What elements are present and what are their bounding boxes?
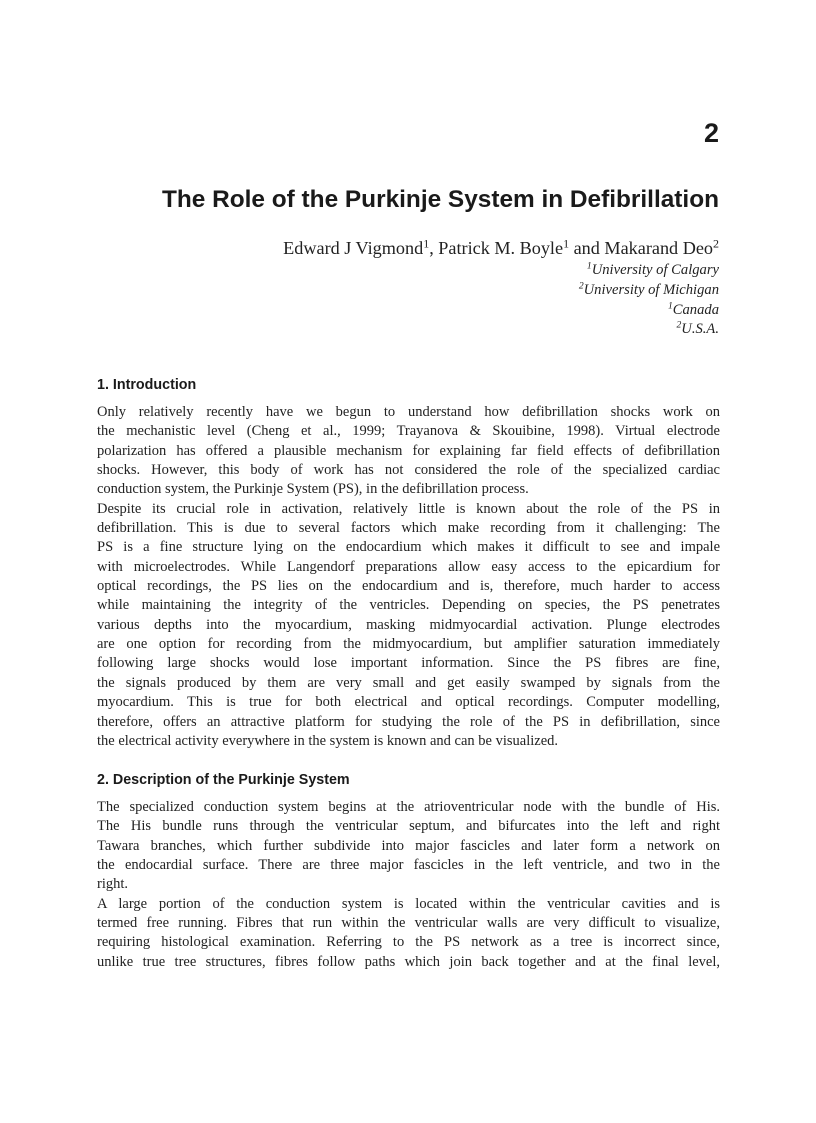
affiliation [676,321,719,338]
text-line: the electrical activity everywhere in the system is known and can be visualized. [97,732,559,749]
affiliation-marker: 1 [667,300,673,312]
author-name: Edward J Vigmond [283,238,424,258]
affiliation-marker: 2 [578,280,584,292]
author-name: Makarand Deo [604,238,713,258]
author-line [283,238,719,259]
text-line: with microelectrodes. While Langendorf preparations allow easy access to the epicardium for [97,558,720,575]
text-line: The specialized conduction system begins at the atrioventricular node with the bundle of His. [97,799,720,815]
text-line: termed free running. Fibres that run within the ventricular walls are very difficult to visualize, [97,915,720,932]
affiliation [579,282,719,299]
affiliation-marker: 2 [676,319,682,331]
affiliation [668,302,719,319]
affiliation-marker: 1 [586,260,592,272]
text-line: polarization has offered a plausible mechanism for explaining far field effects of defibrillation [97,442,720,459]
text-line: right. [97,876,129,893]
author-affiliation-marker: 2 [713,236,719,251]
text-line: the endocardial surface. There are three major fascicles in the left ventricle, and two in the [97,857,720,874]
text-line: following large shocks would lose important information. Since the PS fibres are fine, [97,655,720,672]
author-name: Patrick M. Boyle [438,238,564,258]
affiliation-text: Canada [672,302,719,318]
text-line: the signals produced by them are very small and get easily swamped by signals from the [97,674,720,691]
text-line: the mechanistic level (Cheng et al., 1999; Trayanova & Skouibine, 1998). Virtual electrode [97,423,720,440]
text-line: Tawara branches, which further subdivide into major fascicles and later form a network on [97,837,720,854]
text-line: conduction system, the Purkinje System (PS), in the defibrillation process. [97,481,529,498]
chapter-title: The Role of the Purkinje System in Defibrillation [161,186,719,213]
affiliation-text: U.S.A. [681,321,719,337]
section-body-introduction [97,403,720,751]
text-line: requiring histological examination. Referring to the PS network as a tree is incorrect since, [97,934,720,951]
chapter-number: 2 [703,118,719,148]
text-line: unlike true tree structures, fibres follow paths which join back together and at the final level, [97,953,720,970]
text-line: are one option for recording from the midmyocardium, but amplifier saturation immediately [97,636,720,653]
text-line: optical recordings, the PS lies on the endocardium and is, therefore, much harder to access [97,578,720,595]
section-body-purkinje-system [97,798,720,972]
text-line: various depths into the myocardium, masking midmyocardial activation. Plunge electrodes [97,616,720,633]
author-affiliation-marker: 1 [423,236,430,251]
author-separator: , [429,238,439,258]
text-line: Despite its crucial role in activation, relatively little is known about the role of the PS in [97,500,720,517]
author-affiliation-marker: 1 [563,236,570,251]
affiliation [587,262,719,279]
section-heading-introduction: 1. Introduction [97,377,197,393]
affiliation-text: University of Michigan [583,282,719,298]
text-line: Only relatively recently have we begun to understand how defibrillation shocks work on [97,404,720,420]
text-line: A large portion of the conduction system is located within the ventricular cavities and is [97,895,720,912]
text-line: defibrillation. This is due to several factors which make recording from it challenging: The [97,520,720,537]
text-line: The His bundle runs through the ventricular septum, and bifurcates into the left and right [97,818,720,835]
text-line: PS is a fine structure lying on the endocardium which makes it difficult to see and impale [97,539,720,556]
text-line: shocks. However, this body of work has not considered the role of the specialized cardiac [97,462,720,479]
text-line: while maintaining the integrity of the ventricles. Depending on species, the PS penetrates [97,597,720,614]
section-heading-purkinje-system: 2. Description of the Purkinje System [97,772,350,788]
affiliation-text: University of Calgary [591,262,719,278]
text-line: therefore, offers an attractive platform for studying the role of the PS in defibrillation, since [97,713,720,730]
author-separator: and [569,238,605,258]
text-line: myocardium. This is true for both electrical and optical recordings. Computer modelling, [97,694,720,711]
